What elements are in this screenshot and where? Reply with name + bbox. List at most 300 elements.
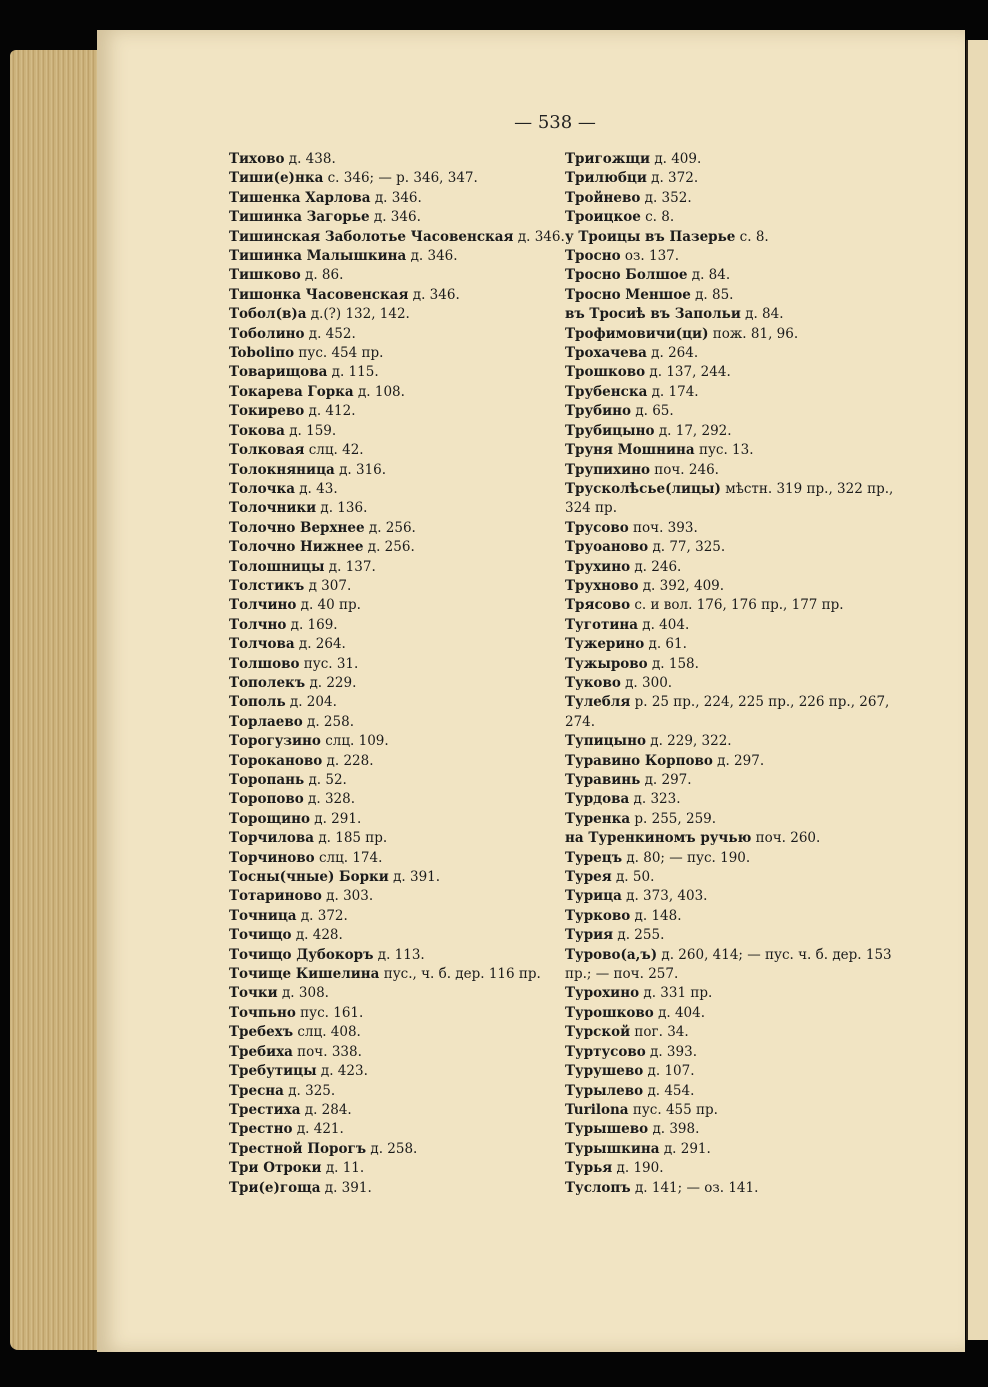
entry-reference: д. 316.	[334, 461, 387, 478]
entry-reference: д. 331 пр.	[639, 985, 713, 1002]
index-entry	[565, 887, 895, 906]
index-entry	[565, 810, 895, 829]
index-entry	[565, 247, 895, 266]
index-entry	[565, 363, 895, 382]
entry-reference: д. 17, 292.	[654, 422, 732, 439]
index-entry	[565, 849, 895, 868]
entry-reference: поч. 393.	[628, 519, 698, 536]
index-entry	[229, 422, 554, 441]
index-entry	[565, 519, 895, 538]
entry-name: Турышево	[565, 1121, 649, 1138]
index-entry	[565, 422, 895, 441]
book-page-edges	[10, 50, 100, 1350]
entry-name: Толстикъ	[229, 577, 305, 594]
index-entry	[229, 208, 554, 227]
entry-name: Три Отроки	[229, 1160, 322, 1177]
entry-name: Точищо	[229, 927, 292, 944]
entry-name: Толшово	[229, 655, 300, 672]
index-entry	[565, 752, 895, 771]
entry-name: Трубенска	[565, 383, 648, 400]
index-entry	[565, 635, 895, 654]
page-number: — 538 —	[514, 112, 596, 133]
index-entry	[565, 616, 895, 635]
entry-reference: пус. 31.	[299, 655, 359, 672]
entry-reference: пог. 34.	[630, 1024, 689, 1041]
entry-reference: д. 421.	[292, 1121, 344, 1138]
entry-reference: д. 398.	[648, 1121, 700, 1138]
entry-name: Толочники	[229, 500, 317, 517]
index-entry	[565, 577, 895, 596]
index-entry	[229, 635, 554, 654]
index-entry	[229, 868, 554, 887]
index-entry	[565, 1101, 895, 1120]
entry-reference: д. 256.	[364, 519, 416, 536]
index-entry	[229, 887, 554, 906]
entry-reference: д.(?) 132, 142.	[306, 306, 410, 323]
index-entry	[229, 1101, 554, 1120]
entry-reference: д. 346.	[513, 228, 565, 245]
entry-reference: р. 255, 259.	[630, 810, 717, 827]
entry-reference: д. 264.	[294, 636, 346, 653]
entry-name: Толочно Нижнее	[229, 539, 364, 556]
entry-name: Торопово	[229, 791, 304, 808]
index-entry	[565, 208, 895, 227]
index-entry	[229, 1082, 554, 1101]
index-entry	[229, 461, 554, 480]
index-column-left	[229, 150, 565, 1198]
entry-reference: д. 258.	[302, 713, 354, 730]
entry-name: Турошково	[565, 1004, 654, 1021]
entry-reference: д. 158.	[647, 655, 699, 672]
entry-name: Тихово	[229, 151, 285, 167]
index-entry	[229, 596, 554, 615]
entry-reference: д. 137, 244.	[645, 364, 731, 381]
entry-reference: д. 412.	[304, 403, 356, 420]
entry-name: Турылево	[565, 1082, 644, 1099]
entry-reference: поч. 246.	[649, 461, 719, 478]
entry-name: Турохино	[565, 985, 640, 1002]
entry-name: Торчилова	[229, 830, 315, 847]
entry-reference: д. 291.	[659, 1140, 711, 1157]
entry-name: Товарищова	[229, 364, 328, 381]
entry-name: Турышкина	[565, 1140, 660, 1157]
entry-reference: р. 25 пр., 224, 225 пр., 226 пр., 267, 274.	[565, 694, 890, 730]
index-entry	[229, 1159, 554, 1178]
entry-name: Тиши(е)нка	[229, 170, 324, 187]
entry-reference: д. 159.	[284, 422, 337, 439]
entry-name: Торчиново	[229, 849, 315, 866]
index-entry	[565, 1120, 895, 1139]
entry-reference: д. 372.	[296, 907, 348, 924]
index-entry	[565, 907, 895, 926]
entry-name: Труоаново	[565, 539, 649, 556]
index-entry	[565, 771, 895, 790]
index-entry	[229, 752, 554, 771]
index-entry	[229, 169, 554, 188]
entry-name: Тужерино	[565, 636, 645, 653]
index-entry	[229, 1062, 554, 1081]
entry-name: Торощино	[229, 810, 310, 827]
index-entry	[565, 461, 895, 480]
entry-name: Торопань	[229, 772, 305, 788]
entry-reference: д. 77, 325.	[648, 539, 726, 556]
entry-reference: д. 61.	[644, 636, 687, 653]
index-entry	[565, 1159, 895, 1178]
entry-name: Тужырово	[565, 655, 648, 672]
entry-reference: д. 229, 322.	[645, 733, 732, 750]
entry-reference: д. 84.	[687, 267, 731, 284]
index-entry	[565, 1043, 895, 1062]
entry-name: Турья	[565, 1160, 613, 1177]
entry-reference: д. 86.	[300, 267, 344, 284]
entry-name: Тресна	[229, 1082, 284, 1099]
entry-name: Трухново	[565, 577, 639, 594]
entry-reference: д. 423.	[316, 1063, 368, 1080]
entry-reference: д. 148.	[630, 907, 682, 924]
entry-name: Трестной Порогъ	[229, 1140, 367, 1157]
entry-name: у Троицы въ Пазерье	[565, 228, 736, 245]
entry-name: Толошницы	[229, 558, 325, 575]
entry-name: Тобол(в)а	[229, 306, 307, 323]
index-entry	[229, 1023, 554, 1042]
entry-reference: д. 409.	[650, 151, 702, 167]
index-column-right	[565, 150, 895, 1198]
index-entry	[229, 499, 554, 518]
index-entry	[229, 790, 554, 809]
entry-name: Токарева Горка	[229, 383, 354, 400]
entry-name: Точница	[229, 907, 297, 924]
entry-name: Толокняница	[229, 461, 335, 478]
index-entry	[565, 480, 895, 519]
entry-reference: пож. 81, 96.	[708, 325, 799, 342]
index-entry	[565, 1004, 895, 1023]
index-entry	[229, 965, 554, 984]
entry-name: Тройнево	[565, 189, 641, 206]
entry-name: Тулебля	[565, 694, 631, 711]
entry-name: Турово(а,ъ)	[565, 946, 658, 963]
entry-reference: д. 297.	[712, 752, 765, 769]
entry-name: Туравино Корпово	[565, 752, 713, 769]
entry-name: на Туренкиномъ ручью	[565, 830, 752, 847]
index-entry	[565, 655, 895, 674]
entry-name: Тросно	[565, 248, 621, 265]
entry-name: Турской	[565, 1024, 631, 1041]
entry-reference: д. 308.	[277, 985, 329, 1002]
entry-reference: д. 291.	[310, 810, 362, 827]
entry-reference: д. 284.	[300, 1101, 352, 1118]
index-entry	[565, 266, 895, 285]
index-entry	[565, 402, 895, 421]
entry-reference: д. 115.	[327, 364, 379, 381]
entry-reference: д. 346.	[406, 248, 458, 265]
entry-name: Трохачева	[565, 345, 647, 362]
entry-reference: с. 346; — р. 346, 347.	[323, 170, 478, 187]
entry-reference: д. 136.	[316, 500, 368, 517]
entry-name: Туготина	[565, 616, 638, 633]
entry-reference: пус. 161.	[295, 1004, 364, 1021]
entry-name: Турецъ	[565, 849, 623, 866]
entry-reference: д. 190.	[612, 1160, 664, 1177]
entry-reference: д. 40 пр.	[296, 597, 361, 614]
entry-name: Тишково	[229, 267, 301, 284]
entry-reference: д. 438.	[284, 151, 336, 167]
entry-name: Труня Мошнина	[565, 442, 695, 459]
entry-name: Трилюбци	[565, 170, 647, 187]
entry-name: Трупихино	[565, 461, 650, 478]
entry-reference: поч. 338.	[292, 1043, 362, 1060]
index-entry	[565, 1179, 895, 1198]
entry-name: Толчино	[229, 597, 297, 614]
index-entry	[565, 829, 895, 848]
entry-reference: с. 8.	[735, 228, 769, 245]
entry-reference: д. 246.	[630, 558, 682, 575]
entry-name: Тотариново	[229, 888, 322, 905]
entry-name: Трестно	[229, 1121, 293, 1138]
entry-name: Тишенка Харлова	[229, 189, 371, 206]
entry-reference: пус. 13.	[694, 442, 754, 459]
entry-reference: д. 50.	[611, 869, 655, 886]
entry-name: Туртусово	[565, 1043, 646, 1060]
index-entry	[229, 344, 554, 363]
index-entry	[565, 790, 895, 809]
entry-name: Тишинская Заболотье Часовенская	[229, 228, 514, 245]
entry-reference: д. 255.	[613, 927, 665, 944]
entry-name: Торокановo	[229, 752, 323, 769]
index-entry	[229, 849, 554, 868]
entry-reference: д. 264.	[646, 345, 699, 362]
entry-reference: слц. 109.	[320, 733, 389, 750]
entry-reference: с. 8.	[640, 209, 675, 226]
entry-reference: д. 372.	[646, 170, 699, 187]
entry-reference: д. 11.	[321, 1160, 365, 1177]
entry-name: Точпьно	[229, 1004, 296, 1021]
entry-name: Торогузино	[229, 733, 321, 750]
index-entry	[565, 946, 895, 985]
entry-reference: мѣстн. 319 пр., 322 пр., 324 пр.	[565, 480, 894, 517]
entry-name: Торлаево	[229, 713, 303, 730]
entry-name: Toboliпo	[229, 345, 295, 362]
index-entry	[229, 732, 554, 751]
entry-reference: д. 392, 409.	[638, 577, 725, 594]
entry-name: Троицкое	[565, 209, 641, 226]
entry-name: Требутицы	[229, 1063, 317, 1080]
entry-name: Тишинка Малышкина	[229, 248, 407, 265]
entry-reference: д. 404.	[653, 1004, 706, 1021]
index-entry	[229, 829, 554, 848]
entry-name: Трухино	[565, 558, 631, 575]
entry-reference: д. 352.	[640, 189, 692, 206]
entry-reference: д. 325.	[283, 1082, 336, 1099]
index-entry	[565, 150, 895, 169]
entry-reference: оз. 137.	[620, 248, 680, 265]
entry-reference: д. 404.	[637, 616, 690, 633]
entry-reference: д. 297.	[640, 772, 692, 788]
entry-name: Турдова	[565, 791, 630, 808]
entry-reference: д. 346.	[408, 286, 460, 303]
entry-reference: д. 113.	[373, 946, 425, 963]
entry-name: Туравинь	[565, 772, 641, 788]
entry-reference: д. 346.	[369, 209, 421, 226]
entry-reference: д. 303.	[321, 888, 374, 905]
index-entry	[229, 926, 554, 945]
entry-reference: д. 174.	[647, 383, 699, 400]
index-entry	[565, 189, 895, 208]
entry-name: Трясово	[565, 597, 631, 614]
index-entry	[229, 441, 554, 460]
index-entry	[229, 577, 554, 596]
entry-reference: д. 229.	[305, 674, 357, 691]
index-entry	[229, 1140, 554, 1159]
index-entry	[229, 325, 554, 344]
entry-reference: слц. 174.	[314, 849, 383, 866]
entry-name: Тишонка Часовенская	[229, 286, 409, 303]
entry-name: Тосны(чные) Борки	[229, 869, 389, 886]
entry-reference: д. 452.	[304, 325, 356, 342]
entry-reference: слц. 408.	[293, 1024, 361, 1041]
entry-reference: д. 373, 403.	[621, 888, 708, 905]
index-entry	[565, 693, 895, 732]
index-entry	[229, 402, 554, 421]
entry-name: Тупицыно	[565, 733, 646, 750]
entry-reference: д. 393.	[645, 1043, 697, 1060]
index-entry	[229, 228, 565, 247]
entry-name: Толковая	[229, 442, 305, 459]
entry-reference: поч. 260.	[751, 830, 821, 847]
entry-name: Туренка	[565, 810, 631, 827]
index-entry	[565, 344, 895, 363]
entry-name: Трошково	[565, 364, 646, 381]
entry-name: Точки	[229, 985, 278, 1002]
index-entry	[565, 1082, 895, 1101]
index-entry	[565, 228, 895, 247]
entry-reference: д. 85.	[690, 286, 734, 303]
index-entry	[565, 558, 895, 577]
entry-name: Тополекъ	[229, 674, 306, 691]
entry-name: Туково	[565, 674, 621, 691]
entry-name: Требиха	[229, 1043, 293, 1060]
entry-name: Токирево	[229, 403, 305, 420]
index-entry	[229, 1179, 554, 1198]
index-entry	[565, 1062, 895, 1081]
entry-name: Толочно Верхнее	[229, 519, 365, 536]
entry-reference: д. 300.	[620, 674, 673, 691]
entry-reference: пус., ч. б. дер. 116 пр.	[379, 966, 541, 983]
entry-name: Толчова	[229, 636, 295, 653]
entry-reference: д. 185 пр.	[314, 830, 388, 847]
entry-reference: д. 65.	[631, 403, 674, 420]
entry-name: Турица	[565, 888, 622, 905]
index-entry	[229, 286, 554, 305]
entry-name: Turilona	[565, 1101, 629, 1118]
index-entry	[565, 1140, 895, 1159]
entry-reference: д. 141; — оз. 141.	[630, 1179, 759, 1196]
index-entry	[229, 363, 554, 382]
index-entry	[565, 538, 895, 557]
index-entry	[229, 1043, 554, 1062]
entry-reference: д. 256.	[363, 539, 415, 556]
entry-reference: д. 346.	[370, 189, 422, 206]
index-entry	[229, 713, 554, 732]
index-entry	[565, 596, 895, 615]
entry-name: Трубицыно	[565, 422, 655, 439]
index-entry	[565, 732, 895, 751]
index-entry	[229, 655, 554, 674]
entry-reference: д. 323.	[629, 791, 681, 808]
index-entry	[565, 1023, 895, 1042]
entry-name: Трофимовичи(ци)	[565, 325, 709, 342]
entry-name: Тополь	[229, 694, 286, 711]
entry-name: Точищо Дубокоръ	[229, 946, 374, 963]
entry-name: Турия	[565, 927, 614, 944]
entry-reference: д. 52.	[304, 772, 347, 788]
index-entry	[229, 150, 554, 169]
index-entry	[229, 189, 554, 208]
entry-reference: д. 391.	[388, 869, 441, 886]
entry-reference: д 307.	[304, 577, 352, 594]
index-entry	[565, 441, 895, 460]
entry-reference: д. 428.	[291, 927, 343, 944]
entry-name: Тишинка Загорье	[229, 209, 370, 226]
index-entry	[565, 325, 895, 344]
entry-name: Требехъ	[229, 1024, 294, 1041]
entry-reference: пус. 455 пр.	[628, 1101, 718, 1118]
index-entry	[229, 538, 554, 557]
entry-reference: д. 107.	[643, 1063, 695, 1080]
entry-reference: д. 258.	[366, 1140, 418, 1157]
index-entry	[565, 169, 895, 188]
index-entry	[229, 305, 554, 324]
entry-reference: д. 228.	[322, 752, 374, 769]
index-entry	[565, 286, 895, 305]
index-entry	[229, 946, 554, 965]
index-entry	[565, 984, 895, 1003]
entry-name: въ Тросиѣ въ Запольи	[565, 306, 741, 323]
entry-name: Тригожщи	[565, 151, 651, 167]
next-page-edge	[966, 40, 988, 1340]
index-entry	[229, 383, 554, 402]
index-entry	[565, 926, 895, 945]
entry-reference: д. 169.	[286, 616, 338, 633]
entry-name: Точище Кишелина	[229, 966, 380, 983]
entry-reference: д. 108.	[353, 383, 405, 400]
entry-name: Тросно Меншое	[565, 286, 691, 303]
entry-reference: д. 84.	[740, 306, 784, 323]
index-entry	[229, 984, 554, 1003]
index-entry	[229, 907, 554, 926]
entry-name: Тросно Болшое	[565, 267, 688, 284]
entry-reference: слц. 42.	[304, 442, 364, 459]
index-entry	[229, 693, 554, 712]
entry-name: Токова	[229, 422, 285, 439]
entry-reference: д. 391.	[320, 1179, 372, 1196]
entry-reference: д. 204.	[285, 694, 337, 711]
index-entry	[229, 558, 554, 577]
entry-name: Трубино	[565, 403, 632, 420]
entry-name: Толчно	[229, 616, 287, 633]
index-entry	[229, 616, 554, 635]
entry-reference: д. 137.	[324, 558, 376, 575]
index-entry	[229, 480, 554, 499]
index-entry	[565, 868, 895, 887]
entry-name: Турушево	[565, 1063, 644, 1080]
index-entry	[565, 674, 895, 693]
entry-reference: д. 43.	[294, 480, 338, 497]
entry-name: Трусколѣсье(лицы)	[565, 480, 721, 497]
index-entry	[229, 519, 554, 538]
index-entry	[229, 810, 554, 829]
entry-name: Туслопъ	[565, 1179, 631, 1196]
entry-name: Тоболино	[229, 325, 305, 342]
